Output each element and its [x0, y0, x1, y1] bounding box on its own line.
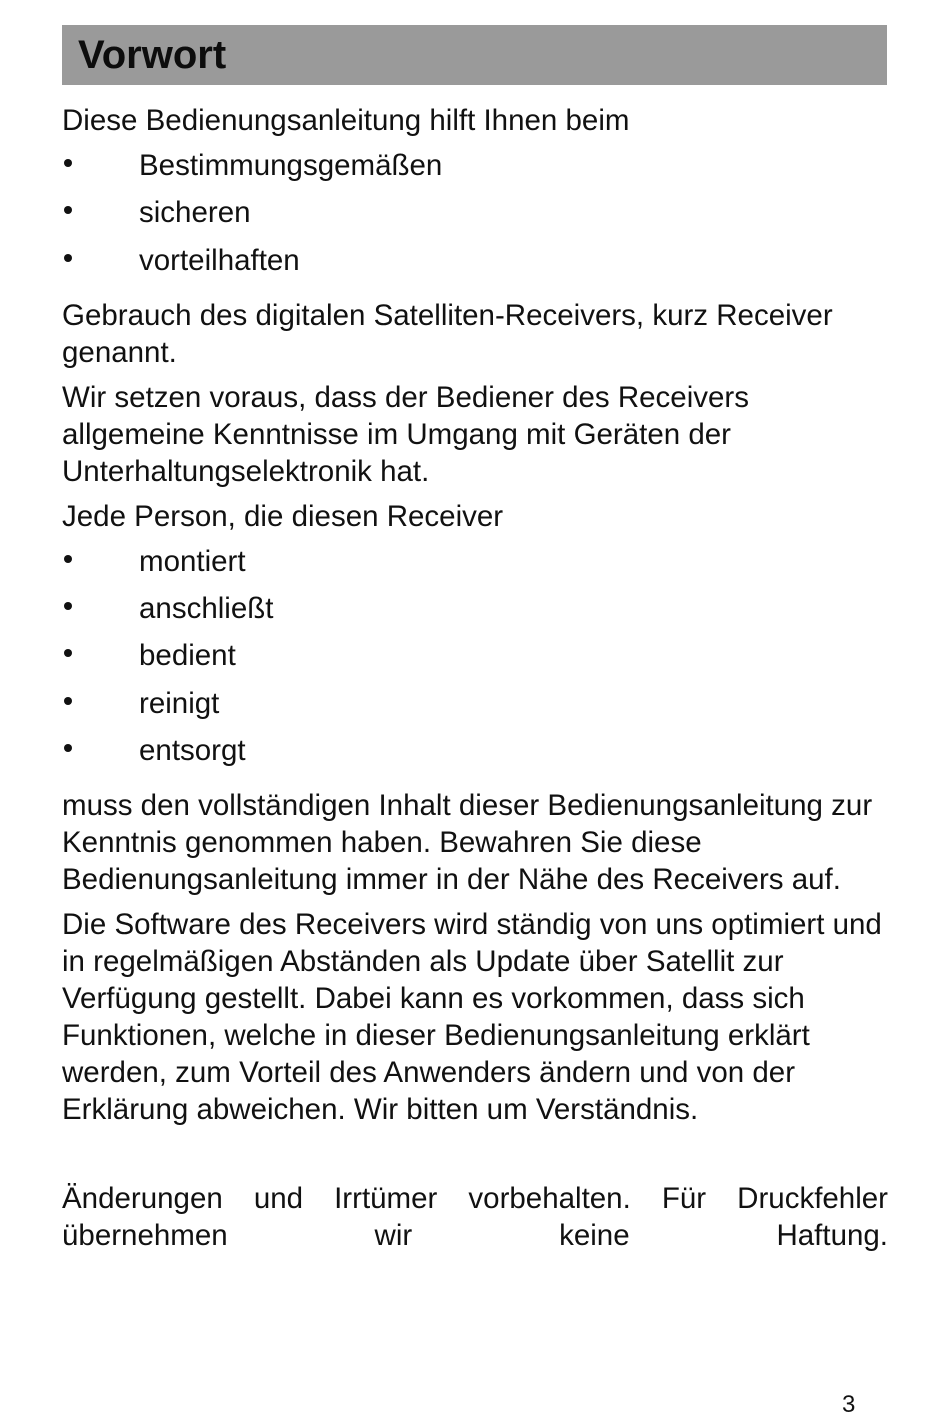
bullet-icon: [64, 697, 72, 705]
usage-paragraph: Gebrauch des digitalen Satelliten-Receivers, kurz Receiver genannt.: [62, 298, 833, 369]
bullet-icon: [64, 159, 72, 167]
list-item: bedient: [62, 637, 888, 684]
list-item: entsorgt: [62, 732, 888, 779]
section-heading: Vorwort: [78, 33, 227, 77]
page-number: 3: [842, 1391, 856, 1418]
disclaimer-paragraph: Änderungen und Irrtümer vorbehalten. Für Druckfehler übernehmen wir keine Haftung.: [62, 1182, 888, 1253]
usage-bullet-list: [62, 147, 888, 289]
bullet-icon: [64, 744, 72, 752]
person-paragraph: Jede Person, die diesen Receiver: [62, 499, 504, 533]
person-bullet-list: [62, 543, 888, 779]
section-heading-bar: [62, 25, 887, 85]
body-text: [62, 102, 888, 1254]
list-item: vorteilhaften: [62, 242, 888, 289]
software-paragraph: Die Software des Receivers wird ständig von uns optimiert und in regelmäßigen Abständen als Update über Satellit zur Verfügung gestellt. Dabei kann es vorkommen, dass sich Funktionen, welche in dieser Bedienungsanleitung erklärt werden, zum Vorteil des Anwenders ändern und von der Erklärung abweichen. Wir bitten um Verständnis.: [62, 908, 882, 1127]
list-item: anschließt: [62, 590, 888, 637]
list-item: sicheren: [62, 194, 888, 241]
list-item: Bestimmungsgemäßen: [62, 147, 888, 194]
bullet-icon: [64, 254, 72, 262]
list-item: reinigt: [62, 685, 888, 732]
knowledge-paragraph: Wir setzen voraus, dass der Bediener des Receivers allgemeine Kenntnisse im Umgang mit Geräten der Unterhaltungselektronik hat.: [62, 380, 749, 488]
must-read-paragraph: muss den vollständigen Inhalt dieser Bedienungsanleitung zur Kenntnis genommen haben. Bewahren Sie diese Bedienungsanleitung immer in der Nähe des Receivers auf.: [62, 789, 873, 897]
bullet-icon: [64, 206, 72, 214]
list-item: montiert: [62, 543, 888, 590]
bullet-icon: [64, 649, 72, 657]
bullet-icon: [64, 602, 72, 610]
bullet-icon: [64, 555, 72, 563]
intro-paragraph: Diese Bedienungsanleitung hilft Ihnen beim: [62, 104, 630, 137]
